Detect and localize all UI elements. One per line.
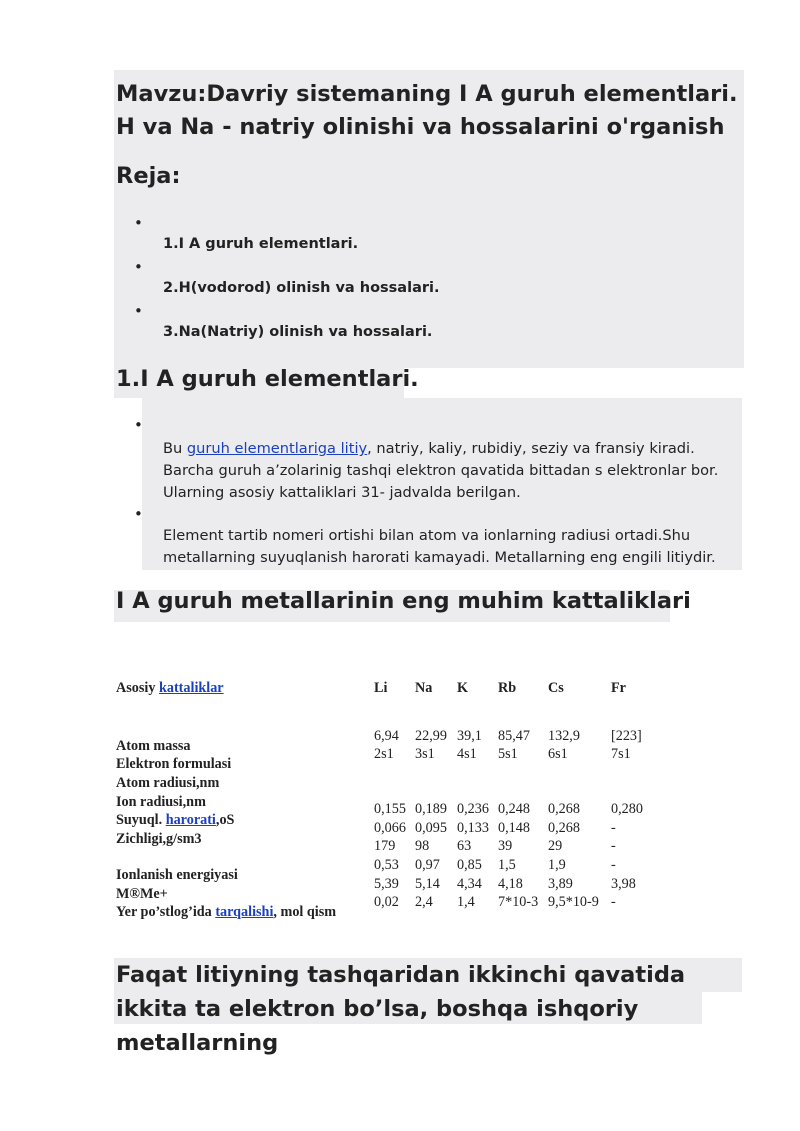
table-cell: 0,85 (457, 857, 482, 873)
table-cell: 98 (415, 838, 430, 854)
table-cell: 0,268 (548, 820, 580, 836)
col-header-li: Li (374, 680, 388, 696)
table-cell: - (611, 894, 616, 910)
table-cell: 0,133 (457, 820, 489, 836)
table-head-label (116, 680, 224, 697)
table-cell: 0,02 (374, 894, 399, 910)
plan-item-3: 3.Na(Natriy) olinish va hossalari. (163, 324, 433, 340)
table-cell: 0,97 (415, 857, 440, 873)
litiy-link[interactable]: guruh elementlariga litiy (186, 440, 368, 457)
plan-item-1: 1.I A guruh elementlari. (163, 236, 359, 252)
table-cell: 0,248 (498, 801, 530, 817)
row-label-ionization: Ionlanish energiyasi (116, 867, 238, 883)
section2-heading: I A guruh metallarinin eng muhim kattaliklari (116, 588, 691, 614)
tarqalishi-link[interactable]: tarqalishi (215, 904, 274, 920)
col-header-k: K (457, 680, 469, 696)
label-text: Suyuql. (116, 812, 166, 828)
head-label-text: Asosiy (116, 680, 159, 696)
bullet-icon: • (134, 214, 143, 232)
table-cell: 39 (498, 838, 513, 854)
row-label-electron-formula: Elektron formulasi (116, 756, 232, 772)
table-cell: 9,5*10-9 (548, 894, 599, 910)
table-cell: 0,095 (415, 820, 447, 836)
table-cell: 29 (548, 838, 563, 854)
table-cell: - (611, 838, 616, 854)
table-cell: 0,066 (374, 820, 406, 836)
kattaliklar-link[interactable]: kattaliklar (158, 680, 224, 696)
page-title: Mavzu:Davriy sistemaning I A guruh elementlari. H va Na - natriy olinishi va hossalarini o'rganish (116, 81, 738, 140)
bullet-icon: • (134, 505, 143, 523)
table-cell: 3,98 (611, 876, 636, 892)
col-header-fr: Fr (611, 680, 626, 696)
table-cell: 1,4 (457, 894, 475, 910)
table-cell: 3,89 (548, 876, 573, 892)
table-cell: 0,148 (498, 820, 530, 836)
table-cell: 2s1 (374, 746, 394, 762)
row-label-atom-radius: Atom radiusi,nm (116, 775, 220, 791)
table-cell: 1,5 (498, 857, 516, 873)
table-cell: 7*10-3 (498, 894, 539, 910)
col-header-rb: Rb (498, 680, 517, 696)
paragraph-text: Bu (163, 440, 187, 457)
bullet-icon: • (134, 258, 143, 276)
table-cell: 3s1 (415, 746, 435, 762)
table-cell: 5,14 (415, 876, 440, 892)
table-cell: 6,94 (374, 728, 399, 744)
row-label-reaction: M®Me+ (116, 886, 168, 902)
paragraph-text: , natriy, kaliy, rubidiy, seziy va fransiy kiradi. Barcha guruh a’zolarinig tashqi elektron qavatida bittadan s elektronlar bor. Ularning asosiy kattaliklari 31- jadvalda berilgan. (163, 440, 719, 501)
table-cell: 4s1 (457, 746, 477, 762)
closing-paragraph: Faqat litiyning tashqaridan ikkinchi qavatida ikkita ta elektron bo’lsa, boshqa ishqoriy metallarning (116, 962, 686, 1056)
row-label-density: Zichligi,g/sm3 (116, 831, 202, 847)
row-label-melting (116, 812, 234, 829)
table-cell: 4,18 (498, 876, 523, 892)
plan-item-2: 2.H(vodorod) olinish va hossalari. (163, 280, 440, 296)
table-cell: 1,9 (548, 857, 566, 873)
table-cell: 39,1 (457, 728, 482, 744)
section1-paragraph-1 (163, 438, 743, 504)
table-cell: 0,53 (374, 857, 399, 873)
table-cell: - (611, 857, 616, 873)
label-text: ,oS (215, 812, 235, 828)
bullet-icon: • (134, 302, 143, 320)
table-cell: 5s1 (498, 746, 518, 762)
table-cell: 63 (457, 838, 472, 854)
plan-heading: Reja: (116, 163, 181, 189)
table-cell: 0,268 (548, 801, 580, 817)
table-cell: 179 (374, 838, 396, 854)
table-cell: 5,39 (374, 876, 399, 892)
table-cell: 6s1 (548, 746, 568, 762)
col-header-cs: Cs (548, 680, 564, 696)
table-cell: 0,236 (457, 801, 489, 817)
table-cell: 7s1 (611, 746, 631, 762)
table-cell: 2,4 (415, 894, 433, 910)
section1-paragraph-2: Element tartib nomeri ortishi bilan atom va ionlarning radiusi ortadi.Shu metallarning suyuqlanish harorati kamayadi. Metallarning eng engili litiydir. (163, 527, 716, 566)
table-cell: 0,155 (374, 801, 406, 817)
table-cell: - (611, 820, 616, 836)
label-text: , mol qism (273, 904, 337, 920)
label-text: Yer po’stlog’ida (116, 904, 216, 920)
harorati-link[interactable]: harorati (165, 812, 216, 828)
bullet-icon: • (134, 416, 143, 434)
table-cell: 4,34 (457, 876, 482, 892)
section1-heading: 1.I A guruh elementlari. (116, 366, 419, 392)
row-label-atom-mass: Atom massa (116, 738, 191, 754)
table-cell: 132,9 (548, 728, 580, 744)
table-cell: 22,99 (415, 728, 447, 744)
col-header-na: Na (415, 680, 433, 696)
row-label-crust (116, 904, 336, 921)
table-cell: 85,47 (498, 728, 530, 744)
table-cell: 0,189 (415, 801, 447, 817)
table-cell: [223] (611, 728, 642, 744)
table-cell: 0,280 (611, 801, 643, 817)
row-label-ion-radius: Ion radiusi,nm (116, 794, 206, 810)
